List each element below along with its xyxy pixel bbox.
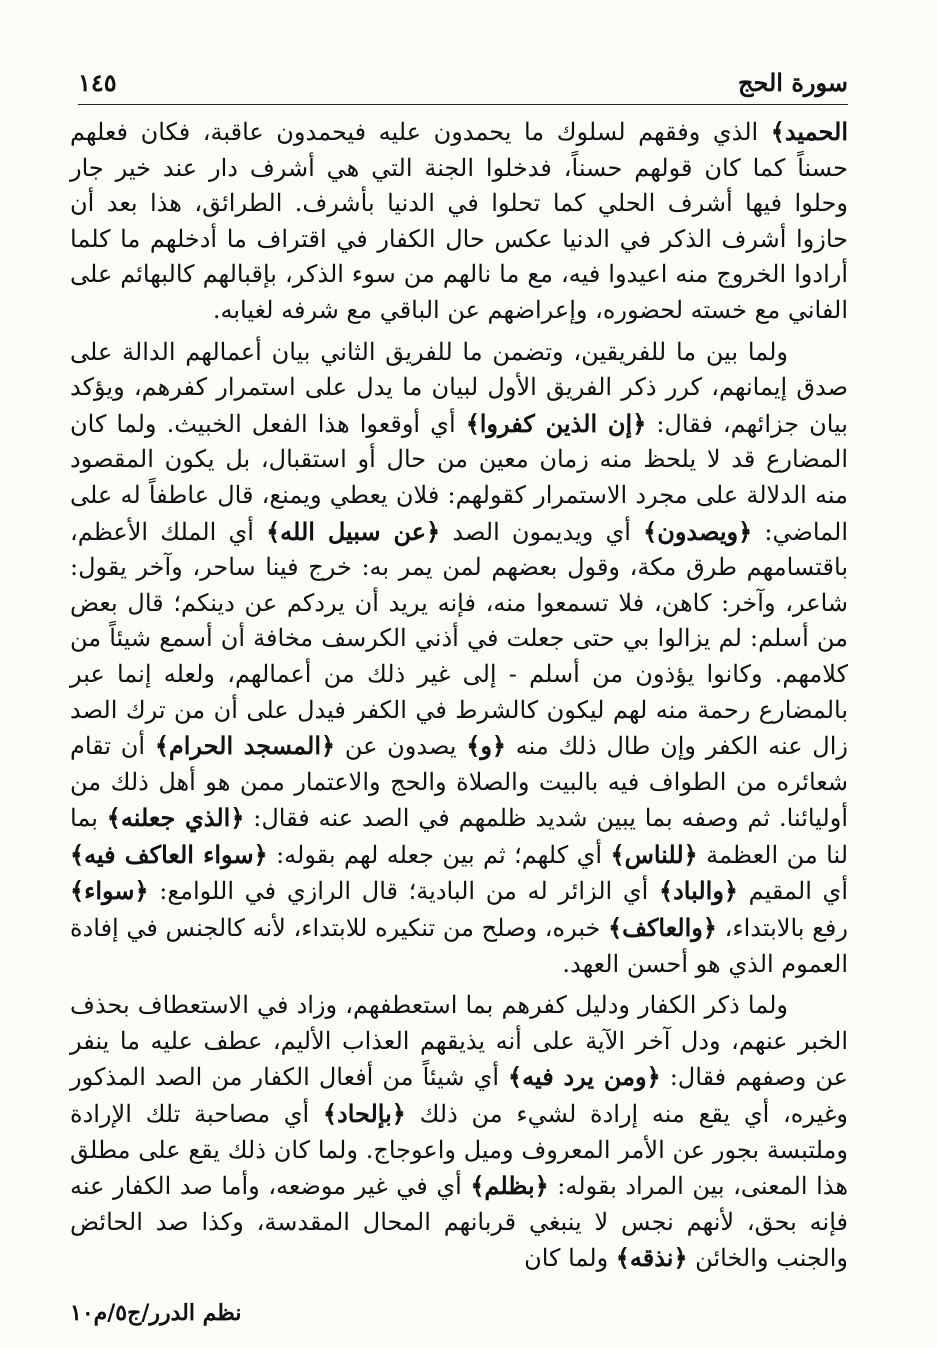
text-segment: ولما كان [524,1244,616,1273]
text-segment: يصدون عن [335,732,467,761]
quran-quote: ﴿بظلم﴾ [470,1171,549,1201]
footer-signature: نظم الدرر/ج٥/م١٠ [70,1300,242,1326]
page-header [78,62,848,105]
text-segment: أي المقيم [737,877,848,906]
quran-quote: ﴿والعاكف﴾ [608,913,717,943]
text-segment: أي كلهم؛ ثم بين جعله لهم بقوله: [267,840,611,869]
paragraph [70,988,848,1277]
paragraph [70,114,848,329]
quran-quote: ﴿والباد﴾ [659,876,738,906]
quran-quote: ﴿المسجد الحرام﴾ [154,731,336,761]
quran-quote: ﴿إن الذين كفروا﴾ [465,408,647,438]
text-segment: أي الملك الأعظم، باقتسامهم طرق مكة، وقول بعضهم لمن يمر به: خرج فينا ساحر، وآخر يقول: شاعر، وآخر: كاهن، فلا تسمعوا منه، فإنه يريد أن يردكم عن دينكم؛ قال بعض من أسلم: لم يزالوا بي حتى جعلت في أذني الكرسف مخافة أن أسمع شيئاً من كلامهم. وكانوا يؤذون من أسلم - إلى غير ذلك من أعمالهم، ولعله إنما عبر بالمضارع رحمة منه لهم ليكون كالشرط في الكفر فيدل على أن من ترك الصد زال عنه الكفر وإن طال ذلك منه [70,517,849,761]
quran-quote: ﴿بإلحاد﴾ [322,1099,406,1129]
text-segment: رفع بالابتداء، [716,914,848,943]
quran-quote: ﴿ومن يرد فيه﴾ [508,1062,661,1092]
page-body [70,114,848,1277]
quran-quote: ﴿سواء العاكف فيه﴾ [70,839,268,869]
text-segment: أي أوقعوا هذا الفعل الخبيث. ولما كان المضارع قد لا يلحظ منه زمان معين من حال أو استقبال، بل يكون المقصود منه الدلالة على مجرد الاستمرار كقولهم: فلان يعطي ويمنع، قال عاطفاً له على الماضي: [70,409,848,546]
text-segment: أي شيئاً من أفعال الكفار من الصد المذكور وغيره، أي يقع منه إرادة لشيء من ذلك [70,1063,849,1129]
quran-quote: ﴿للناس﴾ [610,839,698,869]
quran-quote: ﴿نذقه﴾ [615,1243,688,1273]
text-segment: ولما بين ما للفريقين، وتضمن ما للفريق الثاني بيان أعمالهم الدالة على صدق إيمانهم، كرر ذكر الفريق الأول لبيان ما يدل على استمرار كفرهم، ويؤكد بيان جزائهم، فقال: [70,337,848,438]
quran-quote: ﴿الذي جعلنه﴾ [106,803,245,833]
quran-quote: ﴿ويصدون﴾ [643,516,753,546]
quran-quote: ﴿سواء﴾ [70,876,149,906]
surah-title: سورة الحج [738,68,848,97]
text-segment: الذي وفقهم لسلوك ما يحمدون عليه فيحمدون عاقبة، فكان فعلهم حسناً كما كان قولهم حسناً، فدخلوا الجنة التي هي أشرف دار عند خير جار وحلوا فيها أشرف الحلي كما تحلوا في الدنيا بأشرف. الطرائق، هذا بعد أن حازوا أشرف الذكر في الدنيا عكس حال الكفار في اقتراف ما أدخلهم ما كلما أرادوا الخروج منه اعيدوا فيه، مع ما نالهم من سوء الذكر، بإقبالهم كالبهائم على الفاني مع خسته لحضوره، وإعراضهم عن الباقي مع شرفه لغيابه. [70,118,848,324]
text-segment: بما لنا من العظمة [70,804,849,869]
text-segment: أي ويديمون الصد [440,517,644,546]
text-segment: أي الزائر له من البادية؛ قال الرازي في اللوامع: [148,877,660,906]
page-number: ١٤٥ [78,68,117,97]
text-segment: خبره، وصلح من تنكيره للابتداء، لأنه كالجنس في إفادة العموم الذي هو أحسن العهد. [70,914,848,978]
quran-quote: ﴿عن سبيل الله﴾ [266,516,441,546]
quran-quote: الحميد﴾ [770,117,848,146]
text-segment: ولما ذكر الكفار ودليل كفرهم بما استعطفهم، وزاد في الاستعطاف بحذف الخبر عنهم، ودل آخر الآية على أنه يذيقهم العذاب الأليم، عطف عليه ما ينفر عن وصفهم فقال: [70,991,849,1092]
quran-quote: ﴿و﴾ [466,731,506,761]
text-segment: أي مصاحبة تلك الإرادة وملتبسة بجور عن الأمر المعروف وميل واعوجاج. ولما كان ذلك يقع على مطلق هذا المعنى، بين المراد بقوله: [70,1100,848,1201]
paragraph [70,335,848,983]
text-segment: أي في غير موضعه، وأما صد الكفار عنه فإنه بحق، لأنهم نجس لا ينبغي قربانهم المحال المقدسة، وكذا صد الحائض والجنب والخائن [70,1172,848,1273]
text-segment: أن تقام شعائره من الطواف فيه بالبيت والصلاة والحج والاعتمار ممن هو أهل ذلك من أوليائنا. ثم وصفه بما يبين شديد ظلمهم في الصد عنه فقال: [70,732,848,833]
